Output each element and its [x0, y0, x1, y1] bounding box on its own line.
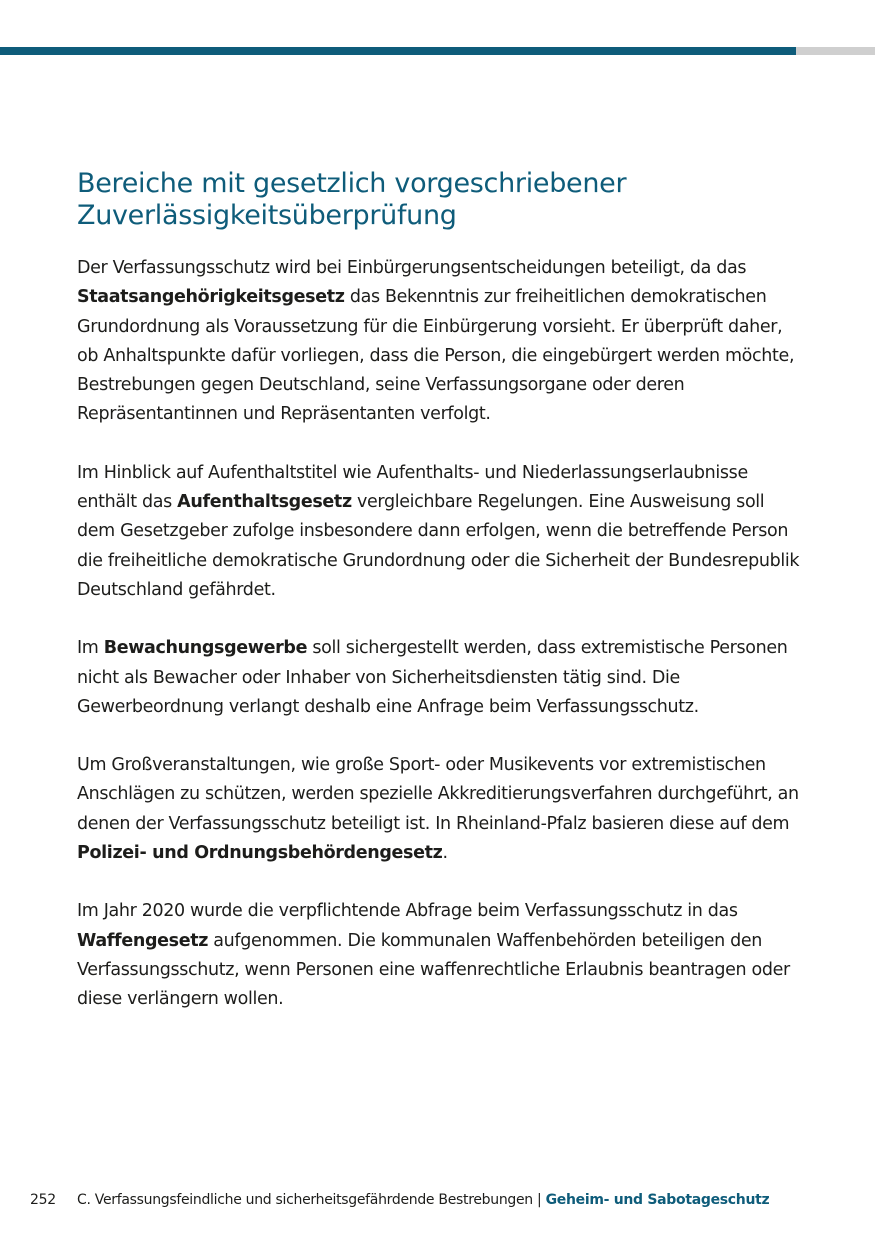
paragraph-security-trade — [77, 634, 807, 722]
paragraph-text: Im Hinblick auf Aufenthaltstitel wie Aufenthalts- und Niederlassungserlaubnisse enthält das — [77, 462, 748, 513]
header-accent-bar — [0, 47, 796, 55]
page-title-line-2: Zuverlässigkeitsüberprüfung — [77, 200, 457, 231]
paragraph-text: Im Jahr 2020 wurde die verpflichtende Abfrage beim Verfassungsschutz in das — [77, 901, 738, 922]
page-title — [77, 168, 807, 232]
page-title-line-1: Bereiche mit gesetzlich vorgeschriebener — [77, 168, 627, 199]
paragraph-text: vergleichbare Regelungen. Eine Ausweisung soll dem Gesetzgeber zufolge insbesondere dann erfolgen, wenn die betreffende Person die freiheitliche demokratische Grundordnung oder die Sicherheit der Bundesrepublik Deutschland gefährdet. — [77, 492, 800, 600]
law-name-bold: Staatsangehörigkeitsgesetz — [77, 287, 345, 308]
page-footer — [30, 1190, 830, 1210]
paragraph-major-events — [77, 751, 807, 868]
paragraph-text: Der Verfassungsschutz wird bei Einbürgerungsentscheidungen beteiligt, da das — [77, 258, 747, 278]
paragraph-text: Im — [77, 638, 104, 659]
law-name-bold: Waffengesetz — [77, 930, 209, 951]
header-bar-remainder — [796, 47, 875, 55]
footer-section: Geheim- und Sabotageschutz — [545, 1192, 770, 1208]
paragraph-residence — [77, 459, 807, 605]
paragraph-text: soll sichergestellt werden, dass extremistische Personen nicht als Bewacher oder Inhaber von Sicherheitsdiensten tätig sind. Die Gewerbeordnung verlangt deshalb eine Anfrage beim Verfassungsschutz. — [77, 638, 788, 717]
law-name-bold: Aufenthaltsgesetz — [177, 492, 352, 513]
law-name-bold: Bewachungsgewerbe — [103, 638, 308, 659]
page-number: 252 — [30, 1192, 56, 1208]
main-content — [77, 168, 807, 1044]
paragraph-naturalization — [77, 254, 807, 430]
paragraph-text: das Bekenntnis zur freiheitlichen demokratischen Grundordnung als Voraussetzung für die Einbürgerung vorsieht. Er überprüft daher, ob Anhaltspunkte dafür vorliegen, dass die Person, die eingebürgert werden möchte, Bestrebungen gegen Deutschland, seine Verfassungsorgane oder deren Repräsentantinnen und Repräsentanten verfolgt. — [77, 287, 795, 425]
footer-separator: | — [532, 1192, 546, 1208]
paragraph-text: aufgenommen. Die kommunalen Waffenbehörden beteiligen den Verfassungsschutz, wenn Personen eine waffenrechtliche Erlaubnis beantragen oder diese verlängern wollen. — [77, 930, 790, 1010]
footer-chapter: C. Verfassungsfeindliche und sicherheitsgefährdende Bestrebungen — [77, 1192, 533, 1208]
paragraph-text: . — [442, 843, 448, 864]
law-name-bold: Polizei- und Ordnungsbehördengesetz — [77, 843, 443, 864]
paragraph-text: Um Großveranstaltungen, wie große Sport- oder Musikevents vor extremistischen Anschlägen zu schützen, werden spezielle Akkreditierungsverfahren durchgeführt, an denen der Verfassungsschutz beteiligt ist. In Rheinland-Pfalz basieren diese auf dem — [77, 755, 799, 834]
paragraph-weapons — [77, 897, 807, 1014]
